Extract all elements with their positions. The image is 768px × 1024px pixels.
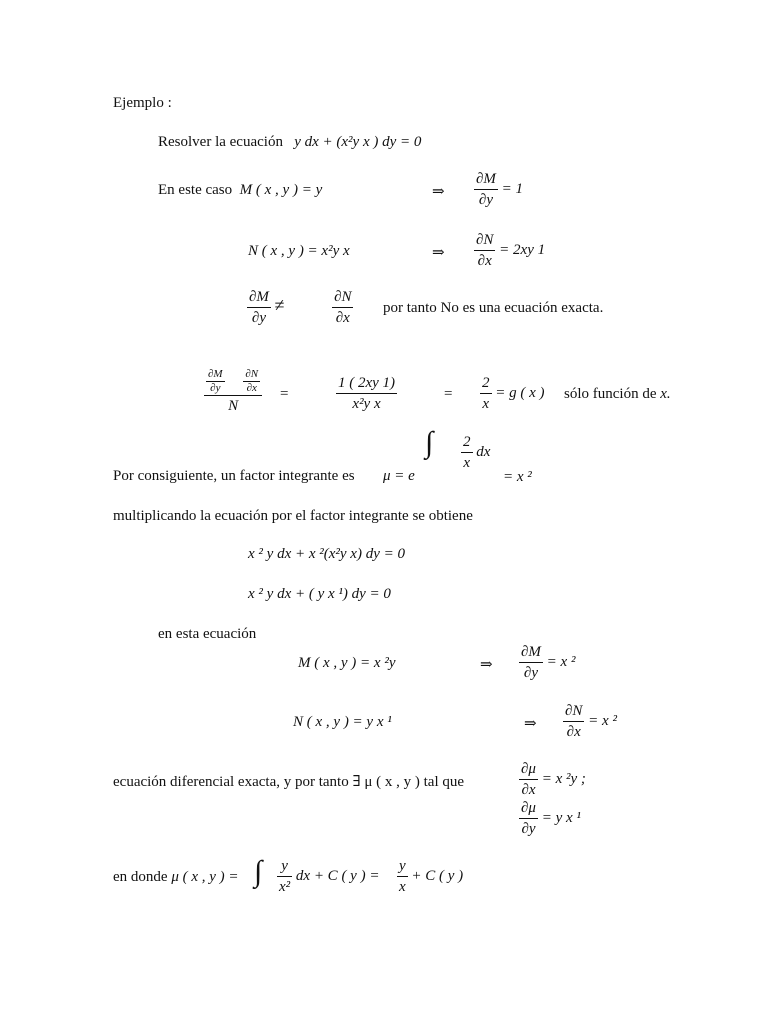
dmu-dy: $\frac{\partial\mu}{\partial y}$ = y x ¹ [521,800,581,837]
problem-equation: y dx + (x²y x ) dy = 0 [294,134,422,150]
multiply-text: multiplicando la ecuación por el factor integrante se obtiene [113,508,473,524]
simplified-equation: x ² y dx + ( y x ¹) dy = 0 [248,586,391,602]
inequality: $\frac{\partial M}{\partial y}$ ≠ $\frac{\partial N}{\partial x}$ [249,289,352,326]
equals-sign: = [444,386,453,402]
new-dn-dx: $\frac{\partial N}{\partial x}$ = x ² [565,703,617,740]
in-this-equation-text: en esta ecuación [158,626,257,642]
implies-arrow: ⇒ [480,657,493,673]
g-of-x: $\frac{2}{x}$ = g ( x ) [482,375,545,412]
new-dm-dy: $\frac{\partial M}{\partial y}$ = x ² [521,644,576,681]
factor-text: Por consiguiente, un factor integrante es [113,468,355,484]
m-definition: M ( x , y ) = y [239,182,323,198]
ratio-expression: $\frac{1 ( 2xy 1)}{\text{x²y x}}$ [338,375,396,412]
dn-dx-equation: $\frac{\partial N}{\partial x}$ = 2xy 1 [476,232,546,269]
new-m-definition: M ( x , y ) = x ²y [298,655,396,671]
example-heading: Ejemplo : [113,95,172,111]
problem-text: Resolver la ecuación [158,134,283,150]
dm-dy-equation: $\frac{\partial M}{\partial y}$ = 1 [476,171,524,208]
equals-sign: = [280,386,289,402]
exact-equation-text: ecuación diferencial exacta, y por tanto ∃ μ ( x , y ) tal que [113,774,465,790]
case-text [158,182,322,199]
exponent-integrand: $\frac{2}{x}$ dx [463,434,491,471]
new-n-definition: N ( x , y ) = y x ¹ [293,714,392,730]
implies-arrow: ⇒ [524,716,537,732]
dmu-dx: $\frac{\partial\mu}{\partial x}$ = x ²y ; [521,761,586,798]
implies-arrow: ⇒ [432,184,445,200]
integral-sign: ∫ [254,855,263,888]
where-text: en donde μ ( x , y ) = [113,869,239,885]
implies-arrow: ⇒ [432,245,445,261]
function-of-x-text: sólo función de x. [564,386,671,402]
n-definition: N ( x , y ) = x²y x [248,243,350,259]
case-label: En este caso [158,182,233,198]
mu-definition: μ = e [383,468,415,484]
factor-result: = x ² [503,469,532,485]
not-exact-text: por tanto No es una ecuación exacta. [383,300,604,316]
integrating-factor-ratio: $\frac{\partial M}{\partial y}$ $\frac{\partial N}{\partial x}$ N [204,368,262,416]
integral-sign: ∫ [425,426,434,459]
multiplied-equation: x ² y dx + x ²(x²y x) dy = 0 [248,546,405,562]
mu-solution: $\frac{y}{\text{x²}}$ dx + C ( y ) = $\frac{y}{x}$ + C ( y ) [279,858,464,895]
problem-statement [158,134,421,151]
